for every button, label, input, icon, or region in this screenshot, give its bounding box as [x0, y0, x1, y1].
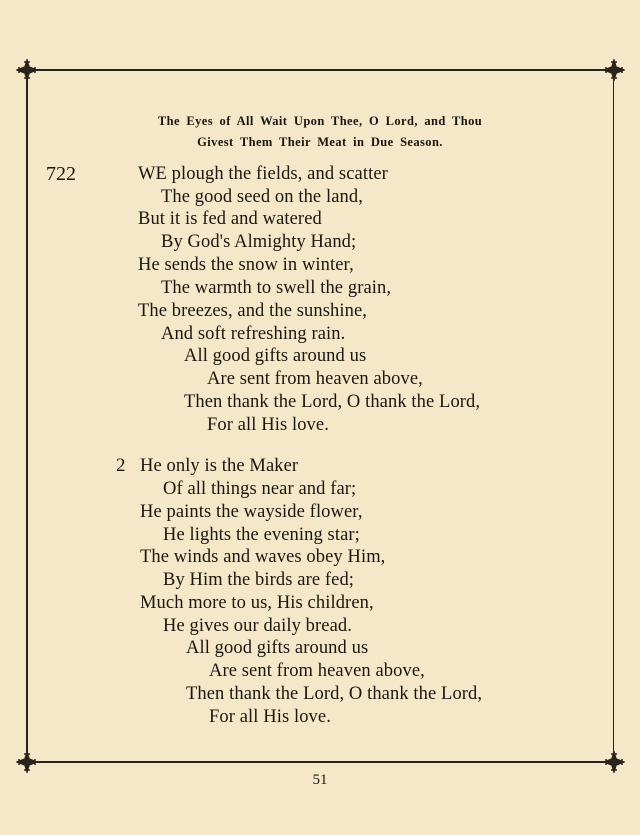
cross-patee-icon [603, 59, 625, 81]
border-right-rule [613, 69, 615, 762]
stanza-line: Then thank the Lord, O thank the Lord, [186, 684, 483, 704]
stanza-line: The warmth to swell the grain, [161, 278, 392, 298]
stanza-line: But it is fed and watered [138, 209, 322, 229]
stanza-line: Of all things near and far; [163, 479, 357, 499]
stanza-line: The good seed on the land, [161, 187, 363, 207]
stanza-line: The breezes, and the sunshine, [138, 301, 368, 321]
stanza-line: He sends the snow in winter, [138, 255, 354, 275]
stanza-line: By Him the birds are fed; [163, 570, 355, 590]
stanza-line: He gives our daily bread. [163, 616, 352, 636]
stanza-line: All good gifts around us [184, 346, 367, 366]
stanza-line: The winds and waves obey Him, [140, 547, 386, 567]
stanza-line: Much more to us, His children, [140, 593, 374, 613]
stanza-line: For all His love. [209, 707, 331, 727]
cross-patee-icon [16, 751, 38, 773]
stanza-line: And soft refreshing rain. [161, 324, 346, 344]
stanza-line: Then thank the Lord, O thank the Lord, [184, 392, 481, 412]
stanza-line: He paints the wayside flower, [140, 502, 363, 522]
stanza-line: For all His love. [207, 415, 329, 435]
stanza-line: WE plough the fields, and scatter [138, 164, 388, 184]
hymn-heading [90, 111, 550, 153]
hymn-number: 722 [46, 163, 76, 185]
stanza-line: All good gifts around us [186, 638, 369, 658]
cross-patee-icon [603, 751, 625, 773]
stanza-line: Are sent from heaven above, [209, 661, 425, 681]
cross-patee-icon [16, 59, 38, 81]
border-bottom-rule [26, 761, 614, 763]
heading-line-2: Givest Them Their Meat in Due Season. [197, 135, 443, 149]
page-number: 51 [312, 772, 328, 788]
stanza-line: By God's Almighty Hand; [161, 232, 357, 252]
border-left-rule [26, 69, 28, 762]
stanza-line: He only is the Maker [140, 456, 299, 476]
border-top-rule [26, 69, 614, 71]
stanza-line: Are sent from heaven above, [207, 369, 423, 389]
stanza-line: He lights the evening star; [163, 525, 360, 545]
heading-line-1: The Eyes of All Wait Upon Thee, O Lord, and Thou [157, 114, 483, 128]
verse-number: 2 [116, 455, 126, 476]
